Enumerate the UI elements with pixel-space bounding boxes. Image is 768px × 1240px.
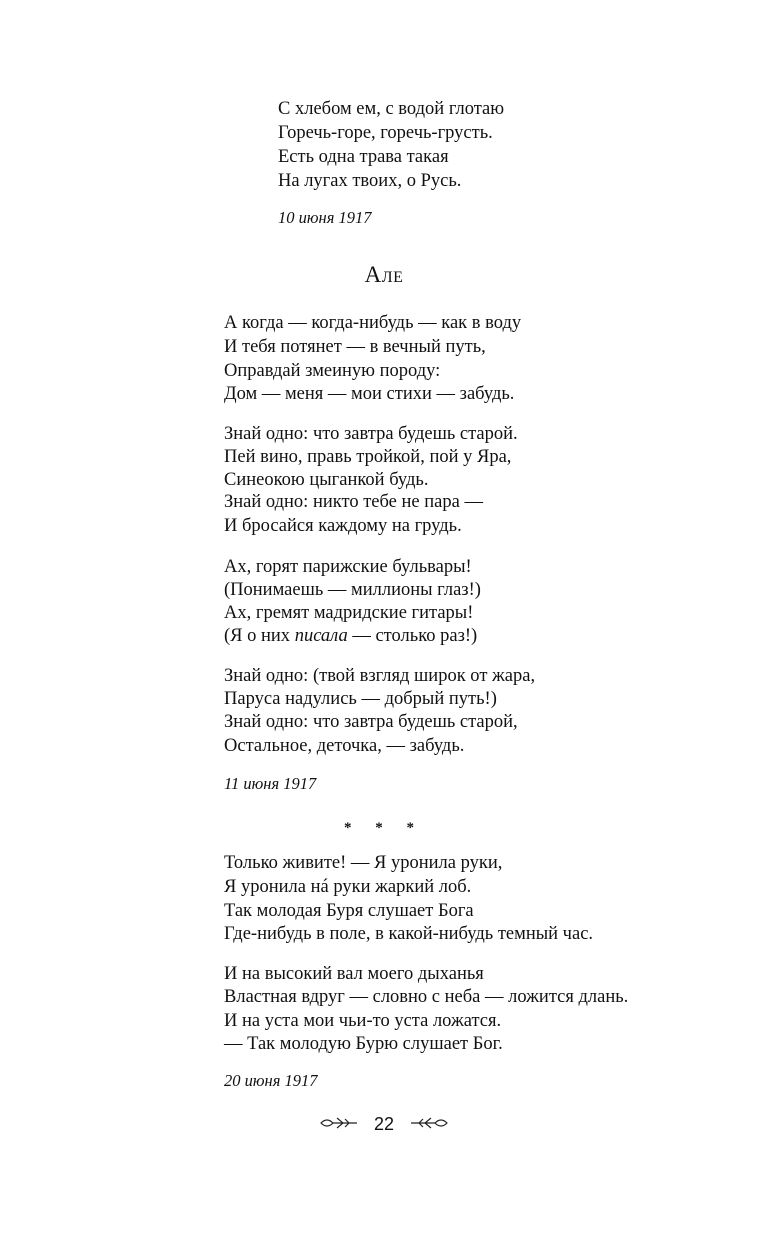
poem-line: Только живите! — Я уронила руки,: [224, 853, 503, 873]
poem-line: Знай одно: что завтра будешь старой,: [224, 712, 518, 732]
poem-line: Паруса надулись — добрый путь!): [224, 689, 497, 709]
poem-line: Где-нибудь в поле, в какой-нибудь темный час.: [224, 924, 594, 944]
poem-line: Горечь-горе, горечь-грусть.: [278, 123, 493, 143]
poem-line: Дом — меня — мои стихи — забудь.: [224, 384, 515, 404]
page-number: 22: [373, 1114, 395, 1134]
poem-line: И бросайся каждому на грудь.: [224, 516, 462, 536]
poem-line: — Так молодую Бурю слушает Бог.: [224, 1034, 503, 1054]
poem-line: Синеокою цыганкой будь.: [224, 470, 429, 490]
poem-line: [224, 625, 477, 647]
poem-line: Знай одно: что завтра будешь старой.: [224, 424, 518, 444]
poem-line: Пей вино, правь тройкой, пой у Яра,: [224, 447, 512, 467]
poem-line: Так молодая Буря слушает Бога: [224, 901, 474, 921]
ornament-left-icon: [319, 1115, 359, 1136]
poem-line: Я уронила нá руки жаркий лоб.: [224, 877, 472, 897]
poem-line: Ах, горят парижские бульвары!: [224, 557, 472, 577]
poem-line: На лугах твоих, о Русь.: [278, 171, 462, 191]
poem-line: Знай одно: (твой взгляд широк от жара,: [224, 666, 536, 686]
poem-line: Знай одно: никто тебе не пара —: [224, 492, 483, 512]
poem-line: (Понимаешь — миллионы глаз!): [224, 580, 481, 600]
poem-date: 20 июня 1917: [224, 1071, 318, 1090]
italic-word: писала: [294, 626, 348, 646]
ornament-right-icon: [409, 1115, 449, 1136]
poem-line: Есть одна трава такая: [278, 147, 449, 167]
poem-line: С хлебом ем, с водой глотаю: [278, 99, 505, 119]
poem-line: Остальное, деточка, — забудь.: [224, 736, 465, 756]
poem-line: Ах, гремят мадридские гитары!: [224, 603, 474, 623]
poem-line: И на уста мои чьи-то уста ложатся.: [224, 1011, 502, 1031]
poem-date: 10 июня 1917: [278, 208, 372, 227]
poem-line: А когда — когда-нибудь — как в воду: [224, 313, 522, 333]
page-footer: [0, 1114, 768, 1136]
section-separator: * * *: [344, 820, 424, 836]
poem-line: Властная вдруг — словно с неба — ложится длань.: [224, 987, 629, 1007]
poem-date: 11 июня 1917: [224, 774, 317, 793]
poem-line: И тебя потянет — в вечный путь,: [224, 337, 486, 357]
poem-title: Але: [364, 262, 404, 287]
poem-line: И на высокий вал моего дыханья: [224, 964, 484, 984]
poem-line: Оправдай змеиную породу:: [224, 361, 441, 381]
line-text: (Я о них: [224, 626, 295, 646]
line-text: — столько раз!): [347, 626, 478, 646]
